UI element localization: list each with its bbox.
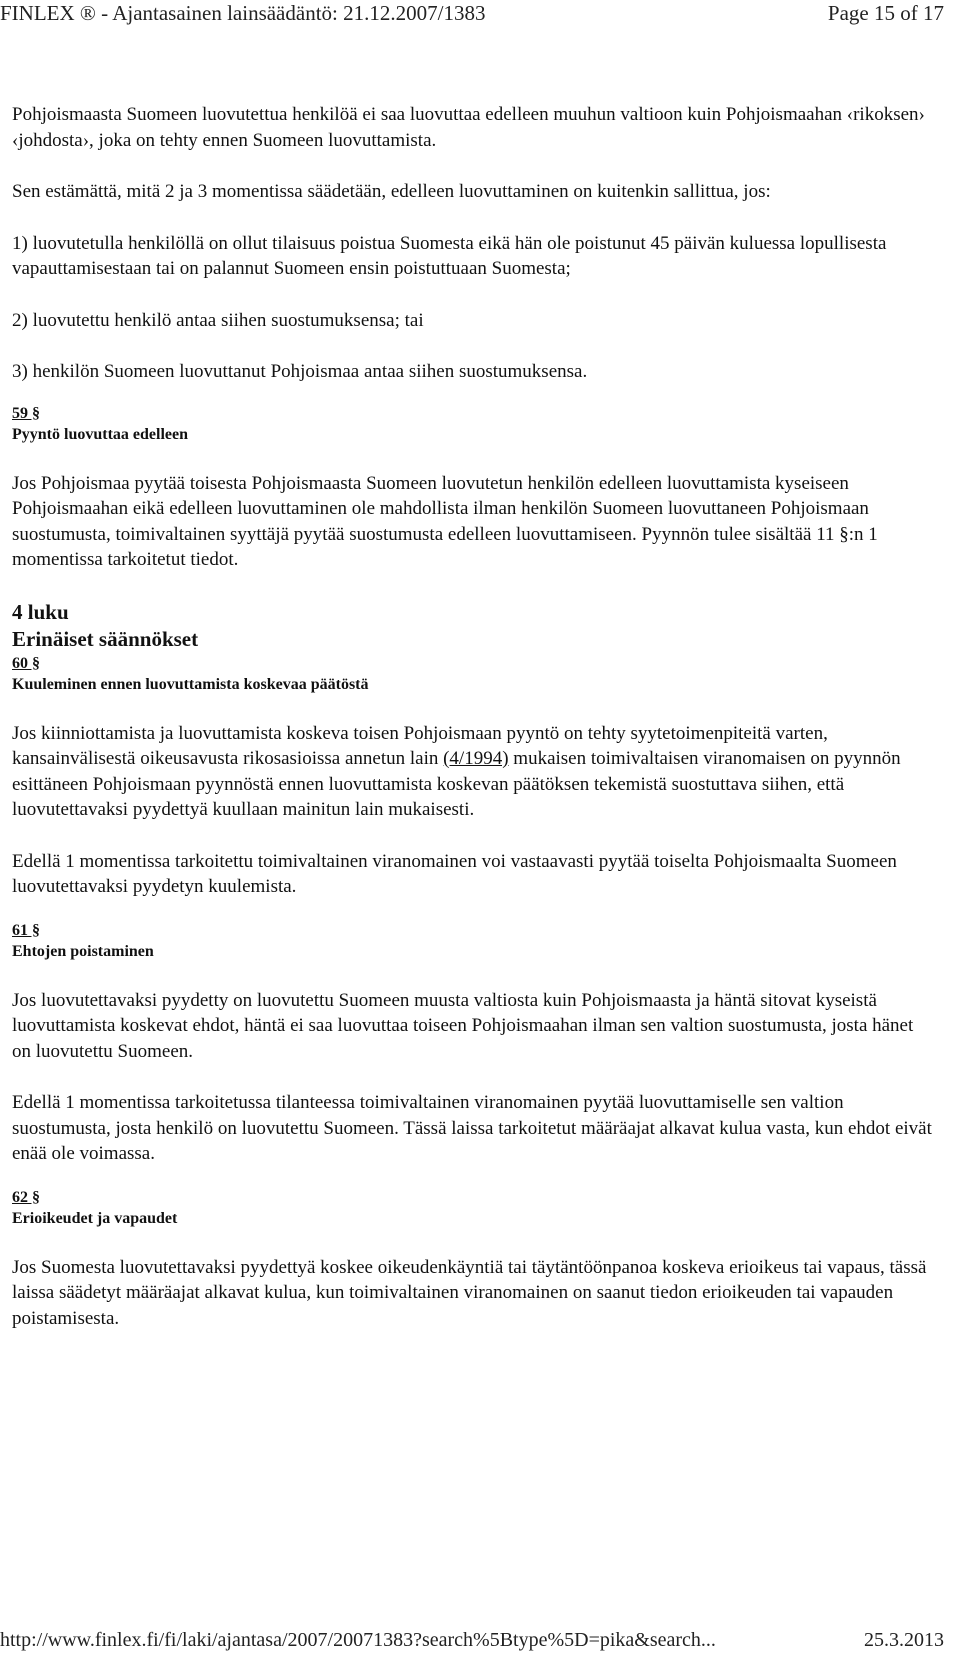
paragraph: Jos luovutettavaksi pyydetty on luovutettu Suomeen muusta valtiosta kuin Pohjoismaasta ja häntä sitovat kyseistä luovuttamista koskevat ehdot, häntä ei saa luovuttaa toiseen Pohjoismaahan ilman sen valtion suostumusta, josta hänet on luovutettu Suomeen. [12, 989, 914, 1062]
section-61 [12, 920, 937, 1167]
section-62-link[interactable]: 62 § [12, 1188, 40, 1206]
section-number [12, 1187, 937, 1208]
paragraph-text: mukaisen toimivaltaisen viranomaisen on pyynnön esittäneen Pohjoismaan pyynnöstä ennen luovuttamista koskevan päätöksen tekemistä suostuttava siihen, että luovutettavaksi pyydettyä kuullaan mainitun lain mukaisesti. [12, 748, 901, 820]
paragraph: Edellä 1 momentissa tarkoitettu toimivaltainen viranomainen voi vastaavasti pyytää toiselta Pohjoismaalta Suomeen luovutettavaksi pyydetyn kuulemista. [12, 850, 897, 897]
paragraph: Sen estämättä, mitä 2 ja 3 momentissa säädetään, edelleen luovuttaminen on kuitenkin sallittua, jos: [12, 181, 771, 202]
section-title: Ehtojen poistaminen [12, 942, 154, 960]
section-number [12, 920, 937, 941]
chapter-number: 4 luku [12, 599, 69, 624]
section-59-link[interactable]: 59 § [12, 404, 40, 422]
paragraph: Jos Suomesta luovutettavaksi pyydettyä koskee oikeudenkäyntiä tai täytäntöönpanoa koskeva erioikeus tai vapaus, tässä laissa säädetyt määräajat alkavat kulua, kun toimivaltainen viranomainen on saanut tiedon erioikeuden tai vapauden poistamisesta. [12, 1256, 927, 1329]
section-number [12, 403, 937, 424]
section-60 [12, 653, 937, 900]
paragraph: 1) luovutetulla henkilöllä on ollut tilaisuus poistua Suomesta eikä hän ole poistunut 45 päivän kuluessa lopullisesta vapauttamisestaan tai on palannut Suomeen ensin poistuttuaan Suomesta; [12, 232, 887, 279]
paragraph: Jos Pohjoismaa pyytää toisesta Pohjoismaasta Suomeen luovutetun henkilön edelleen luovuttamista kyseiseen Pohjoismaahan eikä edelleen luovuttaminen ole mahdollista ilman henkilön Suomeen luovuttaneen Pohjoismaan suostumusta, toimivaltainen syyttäjä pyytää suostumusta edelleen luovuttamiseen. Pyynnön tulee sisältää 11 §:n 1 momentissa tarkoitetut tiedot. [12, 472, 878, 570]
paragraph-text: Jos kiinniottamista ja luovuttamista koskeva toisen Pohjoismaan pyyntö on tehty syytetoimenpiteitä varten, kansainvälisestä oikeusavusta rikosasioissa annetun lain [12, 722, 828, 769]
section-60-link[interactable]: 60 § [12, 654, 40, 672]
page-footer [0, 1627, 944, 1653]
section-number [12, 653, 937, 674]
paragraph [12, 721, 937, 823]
section-title: Pyyntö luovuttaa edelleen [12, 425, 188, 443]
page-header [0, 0, 944, 26]
document-body [12, 102, 937, 1331]
chapter-4 [12, 599, 937, 653]
section-59 [12, 403, 937, 573]
paragraph: 3) henkilön Suomeen luovuttanut Pohjoismaa antaa siihen suostumuksensa. [12, 361, 588, 382]
section-title: Kuuleminen ennen luovuttamista koskevaa päätöstä [12, 675, 369, 693]
source-url: http://www.finlex.fi/fi/laki/ajantasa/2007/20071383?search%5Btype%5D=pika&search... [0, 1629, 716, 1651]
document-title: FINLEX ® - Ajantasainen lainsäädäntö: 21.12.2007/1383 [0, 1, 486, 25]
section-61-link[interactable]: 61 § [12, 921, 40, 939]
paragraph: 2) luovutettu henkilö antaa siihen suostumuksensa; tai [12, 309, 424, 331]
section-title: Erioikeudet ja vapaudet [12, 1209, 178, 1227]
paragraph: Edellä 1 momentissa tarkoitetussa tilanteessa toimivaltainen viranomainen pyytää luovuttamiselle sen valtion suostumusta, josta henkilö on luovutettu Suomeen. Tässä laissa tarkoitetut määräajat alkavat kulua vasta, kun ehdot eivät enää ole voimassa. [12, 1092, 932, 1164]
print-date: 25.3.2013 [864, 1629, 944, 1651]
page-number: Page 15 of 17 [827, 1, 944, 25]
section-62 [12, 1187, 937, 1332]
paragraph: Pohjoismaasta Suomeen luovutettua henkilöä ei saa luovuttaa edelleen muuhun valtioon kuin Pohjoismaahan ‹rikoksen› ‹johdosta›, joka on tehty ennen Suomeen luovuttamista. [12, 104, 925, 151]
chapter-title: Erinäiset säännökset [12, 626, 199, 651]
law-reference-link[interactable]: (4/1994) [443, 748, 509, 769]
